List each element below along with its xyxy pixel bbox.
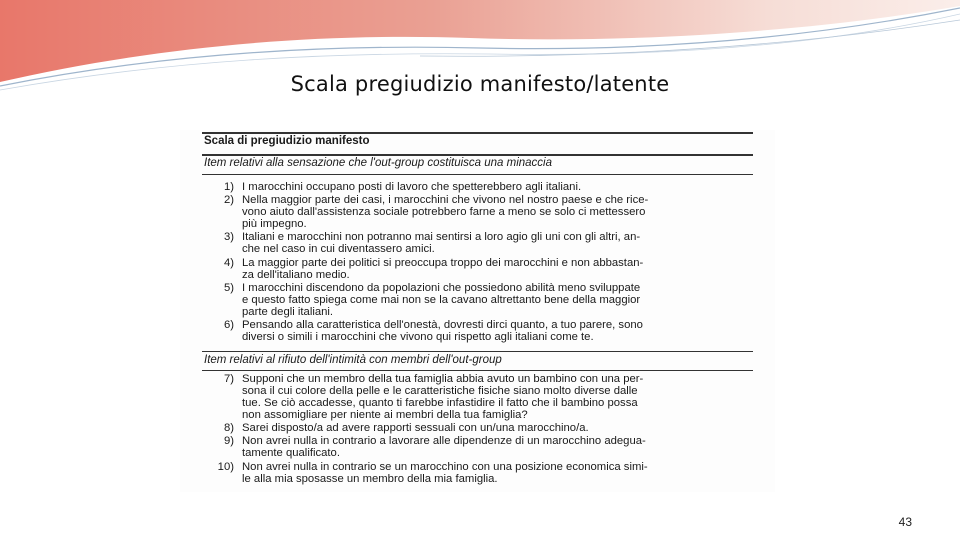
list-item [202, 435, 762, 459]
item-text-line: Pensando alla caratteristica dell'onestà, dovresti dirci quanto, a tuo parere, sono [242, 318, 643, 331]
item-list-threat [202, 181, 762, 344]
list-item [202, 282, 762, 318]
item-text-line: sona il cui colore della pelle e le caratteristiche fisiche siano molto diverse dalle [242, 385, 638, 397]
list-item [202, 319, 762, 343]
scanned-document [180, 130, 775, 492]
item-number: 3) [223, 231, 234, 244]
item-text-line: Non avrei nulla in contrario a lavorare alle dipendenze di un marocchino adegua- [242, 435, 646, 448]
item-text [242, 181, 762, 193]
item-text-line: tamente qualificato. [242, 447, 340, 460]
rule [202, 370, 753, 371]
item-text [242, 435, 762, 459]
list-item [202, 373, 762, 421]
item-number: 1) [223, 181, 234, 193]
scale-title: Scala di pregiudizio manifesto [204, 135, 370, 147]
rule [202, 174, 753, 175]
item-text-line: La maggior parte dei politici si preoccupa troppo dei marocchini e non abbastan- [242, 256, 644, 269]
rule [202, 351, 753, 352]
item-number: 5) [223, 281, 234, 294]
list-item [202, 181, 762, 193]
item-text-line: e questo fatto spiega come mai non se la cavano altrettanto bene della maggior [242, 293, 641, 306]
item-text [242, 194, 762, 230]
item-text-line: I marocchini occupano posti di lavoro che spetterebbero agli italiani. [242, 181, 582, 193]
item-text-line: I marocchini discendono da popolazioni che possiedono abilità meno sviluppate [242, 281, 641, 294]
item-text-line: Non avrei nulla in contrario se un marocchino con una posizione economica simi- [242, 460, 648, 473]
section-heading-threat: Item relativi alla sensazione che l'out-group costituisca una minaccia [204, 157, 553, 169]
page-number: 43 [898, 515, 912, 529]
item-text-line: za dell'italiano medio. [242, 268, 350, 281]
item-list-intimacy [202, 373, 762, 486]
list-item [202, 231, 762, 255]
item-text [242, 319, 762, 343]
item-text [242, 461, 762, 485]
item-text-line: le alla mia sposasse un membro della mia famiglia. [242, 472, 498, 485]
list-item [202, 194, 762, 230]
item-text [242, 373, 762, 421]
item-number: 4) [223, 256, 234, 269]
item-text [242, 282, 762, 318]
top-rule [202, 132, 753, 134]
item-text-line: Supponi che un membro della tua famiglia abbia avuto un bambino con una per- [242, 373, 644, 385]
item-text [242, 231, 762, 255]
item-text-line: non assomigliare per niente ai membri della tua famiglia? [242, 409, 528, 421]
item-text-line: Nella maggior parte dei casi, i marocchini che vivono nel nostro paese e che rice- [242, 194, 649, 207]
section-heading-intimacy: Item relativi al rifiuto dell'intimità con membri dell'out-group [204, 354, 502, 366]
item-text-line: tue. Se ciò accadesse, quanto ti farebbe infastidire il fatto che il bambino possa [242, 397, 638, 409]
item-number: 6) [223, 318, 234, 331]
list-item [202, 257, 762, 281]
item-text-line: più impegno. [242, 218, 307, 231]
item-number: 10) [217, 460, 234, 473]
item-text [242, 257, 762, 281]
item-text-line: Italiani e marocchini non potranno mai sentirsi a loro agio gli uni con gli altri, an- [242, 231, 641, 244]
item-number: 8) [223, 422, 234, 435]
list-item [202, 422, 762, 434]
slide-title: Scala pregiudizio manifesto/latente [290, 72, 670, 96]
item-text-line: vono aiuto dall'assistenza sociale potrebbero farne a meno se solo ci mettessero [242, 206, 646, 219]
rule [202, 154, 753, 156]
item-text-line: Sarei disposto/a ad avere rapporti sessuali con un/una marocchino/a. [242, 422, 589, 435]
item-text-line: diversi o simili i marocchini che vivono qui rispetto agli italiani come te. [242, 330, 594, 343]
item-number: 9) [223, 435, 234, 448]
item-text-line: che nel caso in cui diventassero amici. [242, 243, 435, 256]
item-text-line: parte degli italiani. [242, 305, 334, 318]
item-text [242, 422, 762, 434]
list-item [202, 461, 762, 485]
item-number: 2) [223, 194, 234, 207]
item-number: 7) [223, 373, 234, 385]
